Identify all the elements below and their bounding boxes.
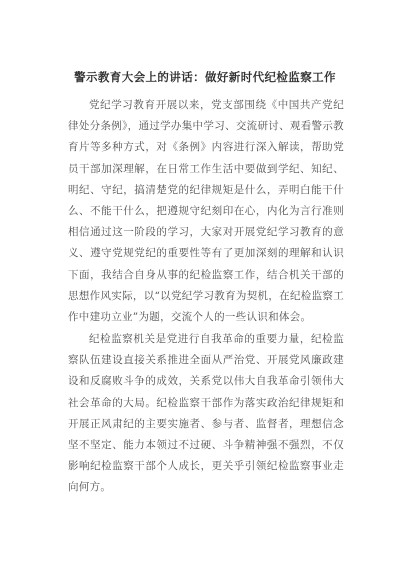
document-title: 警示教育大会上的讲话：做好新时代纪检监察工作 xyxy=(74,70,336,84)
body-paragraph-2: 纪检监察机关是党进行自我革命的重要力量，纪检监察队伍建设直接关系推进全面从严治党、开展党风廉政建设和反腐败斗争的成效，关系党以伟大自我革命引领伟大社会革命的大局。纪检监察干部作为落实政治纪律规矩和开展正风肃纪的主要实施者、参与者、监督者，理想信念坚不坚定、能力本领过不过硬、斗争精神强不强烈，不仅影响纪检监察干部个人成长，更关乎引领纪检监察事业走向何方。 xyxy=(68,333,344,494)
body-paragraph-1: 党纪学习教育开展以来，党支部围绕《中国共产党纪律处分条例》，通过学办集中学习、交流研讨、观看警示教育片等多种方式，对《条例》内容进行深入解读，帮助党员干部加深理解，在日常工作生活中要做到学纪、知纪、明纪、守纪，搞清楚党的纪律规矩是什么，弄明白能干什么、不能干什么，把遵规守纪刻印在心，内化为言行准则相信通过这一阶段的学习，大家对开展党纪学习教育的意义、遵守党规党纪的重要性等有了更加深刻的理解和认识下面，我结合自身从事的纪检监察工作，结合机关干部的思想作风实际，以“以党纪学习教育为契机，在纪检监察工作中建功立业”为题，交流个人的一些认识和体会。 xyxy=(68,99,344,324)
